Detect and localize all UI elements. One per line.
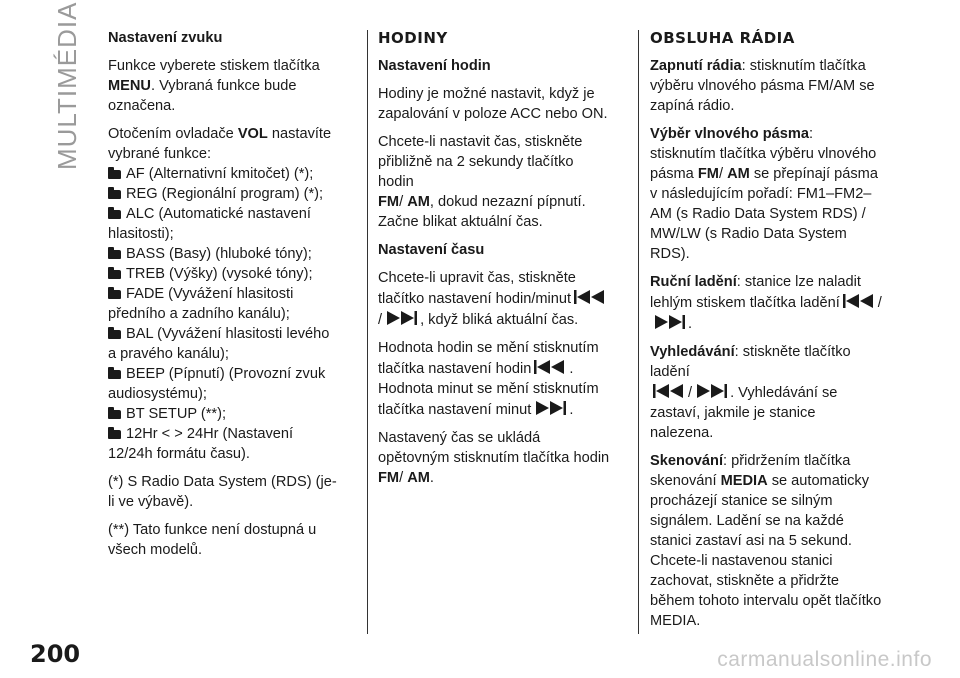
key-vol: VOL (237, 126, 268, 142)
list-item: 12Hr < > 24Hr (Nastavení 12/24h formátu času). (108, 426, 294, 462)
section-tab (48, 1, 88, 180)
seek-forward-icon (533, 399, 567, 417)
seek-back-icon (573, 288, 607, 306)
paragraph-time-save: Nastavený čas se ukládá opětovným stisknutím tlačítka hodin FM/ AM. (378, 430, 610, 486)
paragraph-manual-tune: Ruční ladění: stanice lze naladit lehlým stiskem tlačítka ladění / . (650, 274, 882, 332)
folder-icon (108, 370, 121, 379)
paragraph-search: Vyhledávání: stiskněte tlačítko ladění / . Vyhledávání se zastaví, jakmile je stanice nalezena. (650, 344, 851, 441)
list-item: FADE (Vyvážení hlasitosti předního a zadního kanálu); (108, 286, 294, 322)
list-item: BASS (Basy) (hluboké tóny); (108, 244, 340, 264)
key-fm: FM (378, 194, 400, 210)
paragraph-menu: Funkce vyberete stiskem tlačítka MENU. Vybraná funkce bude označena. (108, 58, 320, 114)
key-fm: FM (697, 166, 719, 182)
key-am: AM (727, 166, 750, 182)
heading-clock-setting: Nastavení hodin (378, 58, 491, 74)
seek-back-icon (842, 292, 876, 310)
paragraph-scan: Skenování: přidržením tlačítka skenování MEDIA se automaticky procházejí stanice se silným signálem. Ladění se na každé stanici zastaví asi na 5 sekund. Chcete-li nastavenou stanici zachovat, stiskněte a přidržte během tohoto intervalu opět tlačítko MEDIA. (650, 453, 882, 629)
list-item: BT SETUP (**); (108, 404, 340, 424)
column-sound-settings (108, 28, 340, 568)
list-item: TREB (Výšky) (vysoké tóny); (108, 264, 340, 284)
seek-back-icon (652, 382, 686, 400)
key-menu: MENU (108, 78, 151, 94)
section-tab-label: MULTIMÉDIA (52, 1, 82, 170)
title-clock: HODINY (378, 29, 448, 47)
paragraph-band-select: Výběr vlnového pásma: stisknutím tlačítka výběru vlnového pásma FM/ AM se přepínají pásma v následujícím pořadí: FM1–FM2–AM (s Radio Data System RDS) / MW/LW (s Radio Data System RDS). (650, 126, 878, 262)
key-am: AM (407, 470, 430, 486)
column-divider-2 (638, 30, 639, 634)
folder-icon (108, 210, 121, 219)
function-list (108, 164, 340, 464)
term-manual-tune: Ruční ladění (650, 274, 737, 290)
key-media: MEDIA (720, 473, 768, 489)
key-am: AM (407, 194, 430, 210)
term-band-select: Výběr vlnového pásma (650, 126, 809, 142)
column-divider-1 (367, 30, 368, 634)
title-radio: OBSLUHA RÁDIA (650, 29, 795, 47)
list-item: BEEP (Pípnutí) (Provozní zvuk audiosystému); (108, 366, 326, 402)
heading-sound-settings: Nastavení zvuku (108, 30, 223, 46)
list-item: REG (Regionální program) (*); (108, 184, 340, 204)
paragraph-clock-ignition: Hodiny je možné nastavit, když je zapalování v poloze ACC nebo ON. (378, 86, 608, 122)
folder-icon (108, 330, 121, 339)
paragraph-radio-on: Zapnutí rádia: stisknutím tlačítka výběru vlnového pásma FM/AM se zapíná rádio. (650, 58, 875, 114)
column-radio (650, 28, 882, 639)
list-item: ALC (Automatické nastavení hlasitosti); (108, 206, 311, 242)
folder-icon (108, 410, 121, 419)
seek-forward-icon (384, 309, 418, 327)
paragraph-hour-minute: Hodnota hodin se mění stisknutím tlačítka nastavení hodin . Hodnota minut se mění stisknutím tlačítka nastavení minut . (378, 340, 599, 418)
footnote-models: (**) Tato funkce není dostupná u všech modelů. (108, 522, 317, 558)
paragraph-time-adjust: Chcete-li upravit čas, stiskněte tlačítko nastavení hodin/minut / , když bliká aktuální čas. (378, 268, 610, 330)
watermark: carmanualsonline.info (717, 648, 932, 671)
folder-icon (108, 290, 121, 299)
list-item: BAL (Vyvážení hlasitosti levého a pravého kanálu); (108, 326, 330, 362)
seek-back-icon (533, 358, 567, 376)
key-fm: FM (378, 470, 400, 486)
list-item: AF (Alternativní kmitočet) (*); (108, 164, 340, 184)
paragraph-clock-press: Chcete-li nastavit čas, stiskněte přibližně na 2 sekundy tlačítko hodin FM/ AM, dokud nezazní pípnutí. Začne blikat aktuální čas. (378, 134, 586, 230)
folder-icon (108, 250, 121, 259)
footnote-rds: (*) S Radio Data System (RDS) (je-li ve výbavě). (108, 474, 337, 510)
page-number: 200 (30, 640, 81, 668)
seek-forward-icon (694, 382, 728, 400)
folder-icon (108, 270, 121, 279)
paragraph-vol: Otočením ovladače VOL nastavíte vybrané funkce: (108, 126, 332, 162)
folder-icon (108, 170, 121, 179)
term-search: Vyhledávání (650, 344, 735, 360)
term-scan: Skenování (650, 453, 723, 469)
term-radio-on: Zapnutí rádia (650, 58, 742, 74)
heading-time-setting: Nastavení času (378, 242, 485, 258)
column-clock (378, 28, 610, 496)
seek-forward-icon (652, 313, 686, 331)
folder-icon (108, 190, 121, 199)
folder-icon (108, 430, 121, 439)
